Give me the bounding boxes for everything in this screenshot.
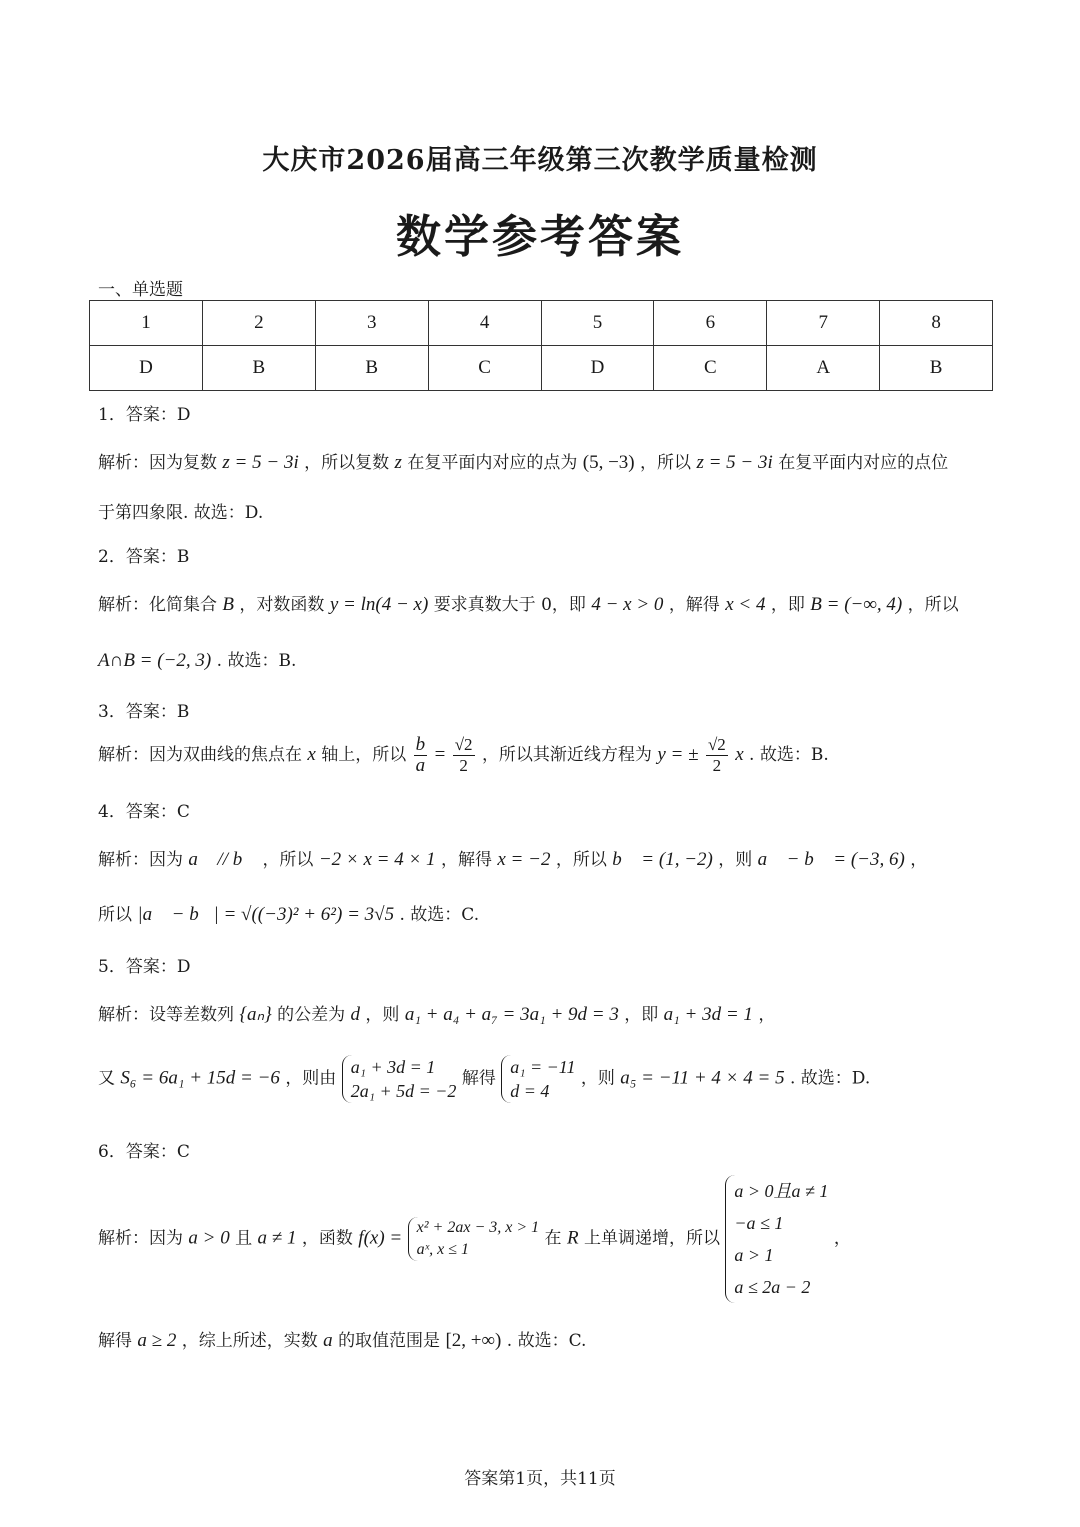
text: ，所以复数 — [304, 453, 390, 473]
fraction-root2-over-2: $\frac{√2}{2}$ — [707, 735, 726, 775]
math: x — [735, 744, 744, 765]
math: a — [323, 1330, 333, 1351]
text: ，所以 — [555, 850, 607, 870]
q6-explanation — [98, 1175, 851, 1303]
page-footer: 答案第1页，共11页 — [464, 1469, 616, 1489]
q1-explanation — [98, 448, 948, 474]
equation-system: a₁ + 3d = 1 2a₁ + 5d = −2 — [342, 1055, 457, 1103]
answer-cell: D — [541, 346, 654, 391]
exam-title: 大庆市2026届高三年级第三次教学质量检测 — [262, 145, 818, 176]
text: ，函数 — [301, 1228, 353, 1249]
solution-system: a₁ = −11 d = 4 — [501, 1055, 575, 1103]
math: a ≥ 2 — [137, 1330, 177, 1351]
text: ，则 — [365, 1005, 400, 1025]
math: a₅ = −11 + 4 × 4 = 5 — [620, 1067, 785, 1089]
table-row — [90, 301, 993, 346]
equals-sign: = — [434, 744, 446, 765]
math: 4 − x > 0 — [591, 594, 664, 615]
text: ，解得 — [668, 595, 720, 615]
text: 所以 — [98, 905, 132, 925]
q2-explanation-cont — [98, 646, 296, 672]
text: ， — [910, 850, 928, 870]
text: ，解得 — [440, 850, 492, 870]
math: a⃗ // b⃗ — [188, 849, 258, 870]
math: −2 × x = 4 × 1 — [318, 849, 436, 870]
math: A∩B = (−2, 3) — [98, 650, 212, 671]
text: 上单调递增，所以 — [583, 1228, 720, 1249]
math: a₁ + a₄ + a₇ = 3a₁ + 9d = 3 — [404, 1004, 619, 1025]
answer-cell: C — [428, 346, 541, 391]
text: 解析：设等差数列 — [98, 1005, 234, 1025]
math: y = ln(4 − x) — [329, 594, 429, 615]
text: 轴上，所以 — [321, 745, 407, 765]
text: 在复平面内对应的点位 — [778, 453, 949, 473]
answer-table — [89, 300, 993, 391]
text: ，即 — [624, 1005, 659, 1025]
text: ，即 — [770, 595, 805, 615]
math: z — [394, 452, 402, 473]
answer-cell: D — [90, 346, 203, 391]
question-number-cell: 2 — [202, 301, 315, 346]
text: 且 — [235, 1228, 253, 1249]
q5-answer: 5．答案：D — [98, 957, 191, 977]
answer-cell: B — [202, 346, 315, 391]
text: . 故选：C. — [399, 905, 480, 925]
q5-explanation-cont — [98, 1055, 870, 1103]
q3-answer: 3．答案：B — [98, 702, 190, 722]
answer-cell: C — [654, 346, 767, 391]
text: 又 — [98, 1068, 115, 1089]
question-number-cell: 8 — [880, 301, 993, 346]
text: . 故选：C. — [506, 1331, 587, 1351]
q2-answer: 2．答案：B — [98, 547, 190, 567]
text: 在 — [544, 1228, 562, 1249]
text: ， — [833, 1228, 851, 1249]
math: {aₙ} — [239, 1004, 272, 1025]
text: ，所以其渐近线方程为 — [481, 745, 652, 765]
answer-key-title: 数学参考答案 — [395, 210, 684, 263]
question-number-cell: 1 — [90, 301, 203, 346]
q1-answer: 1．答案：D — [98, 405, 191, 425]
math: x < 4 — [725, 594, 766, 615]
math: a₁ + 3d = 1 — [663, 1004, 753, 1025]
math: B = (−∞, 4) — [810, 594, 903, 615]
table-row — [90, 346, 993, 391]
text: 解得 — [461, 1068, 496, 1089]
math: R — [566, 1227, 579, 1249]
text: 解析：因为复数 — [98, 453, 217, 473]
math: d — [350, 1004, 360, 1025]
question-number-cell: 5 — [541, 301, 654, 346]
answer-cell: B — [315, 346, 428, 391]
text: 解得 — [98, 1331, 132, 1351]
section-label: 一、单选题 — [98, 280, 183, 300]
fraction-b-over-a: $\frac{b}{a}$ — [415, 734, 426, 776]
text: ，则 — [580, 1068, 615, 1089]
answer-cell: A — [767, 346, 880, 391]
text: ， — [758, 1005, 776, 1025]
text: 要求真数大于 0，即 — [433, 595, 586, 615]
text: . 故选：D. — [789, 1068, 871, 1089]
math: y = ± — [657, 744, 699, 765]
text: ，所以 — [262, 850, 314, 870]
math: [2, +∞) — [445, 1330, 502, 1351]
math: a ≠ 1 — [257, 1227, 297, 1249]
text: ，则由 — [285, 1068, 337, 1089]
text: 解析：因为 — [98, 850, 183, 870]
text: 在复平面内对应的点为 — [407, 453, 578, 473]
text: . 故选：B. — [216, 651, 297, 671]
text: 的公差为 — [277, 1005, 346, 1025]
text: ，所以 — [640, 453, 692, 473]
text: 解析：因为双曲线的焦点在 — [98, 745, 302, 765]
math: z = 5 − 3i — [222, 452, 299, 473]
q4-explanation-cont — [98, 900, 479, 926]
q6-answer: 6．答案：C — [98, 1142, 190, 1162]
math: f(x) = — [358, 1227, 403, 1249]
math: a > 0 — [188, 1227, 230, 1249]
text: 的取值范围是 — [338, 1331, 441, 1351]
q3-explanation — [98, 735, 829, 776]
question-number-cell: 7 — [767, 301, 880, 346]
math: S₆ = 6a₁ + 15d = −6 — [120, 1067, 280, 1089]
math: (5, −3) — [582, 452, 635, 473]
q5-explanation — [98, 1000, 775, 1026]
question-number-cell: 6 — [654, 301, 767, 346]
math: |a⃗ − b⃗| = √((−3)² + 6²) = 3√5 — [137, 904, 395, 925]
math: a⃗ − b⃗ = (−3, 6) — [757, 849, 905, 870]
text: 解析：化简集合 — [98, 595, 217, 615]
math: x — [307, 744, 316, 765]
text: ，综上所述，实数 — [181, 1331, 318, 1351]
q2-explanation — [98, 590, 959, 616]
answer-cell: B — [880, 346, 993, 391]
text: ，则 — [718, 850, 753, 870]
q1-explanation-cont: 于第四象限. 故选：D. — [98, 503, 264, 523]
question-number-cell: 4 — [428, 301, 541, 346]
fraction-root2-over-2: $\frac{√2}{2}$ — [454, 735, 473, 775]
q4-answer: 4．答案：C — [98, 802, 190, 822]
text: . 故选：B. — [749, 745, 829, 765]
math: B — [222, 594, 235, 615]
text: 解析：因为 — [98, 1228, 183, 1249]
q4-explanation — [98, 845, 927, 871]
text: ，对数函数 — [239, 595, 325, 615]
math: z = 5 − 3i — [696, 452, 773, 473]
condition-system: a > 0且a ≠ 1 −a ≤ 1 a > 1 a ≤ 2a − 2 — [725, 1175, 828, 1303]
math: x = −2 — [497, 849, 551, 870]
piecewise-function: x² + 2ax − 3, x > 1 aˣ, x ≤ 1 — [408, 1217, 540, 1261]
text: ，所以 — [907, 595, 959, 615]
math: b⃗ = (1, −2) — [612, 849, 713, 870]
question-number-cell: 3 — [315, 301, 428, 346]
q6-explanation-cont — [98, 1326, 586, 1352]
